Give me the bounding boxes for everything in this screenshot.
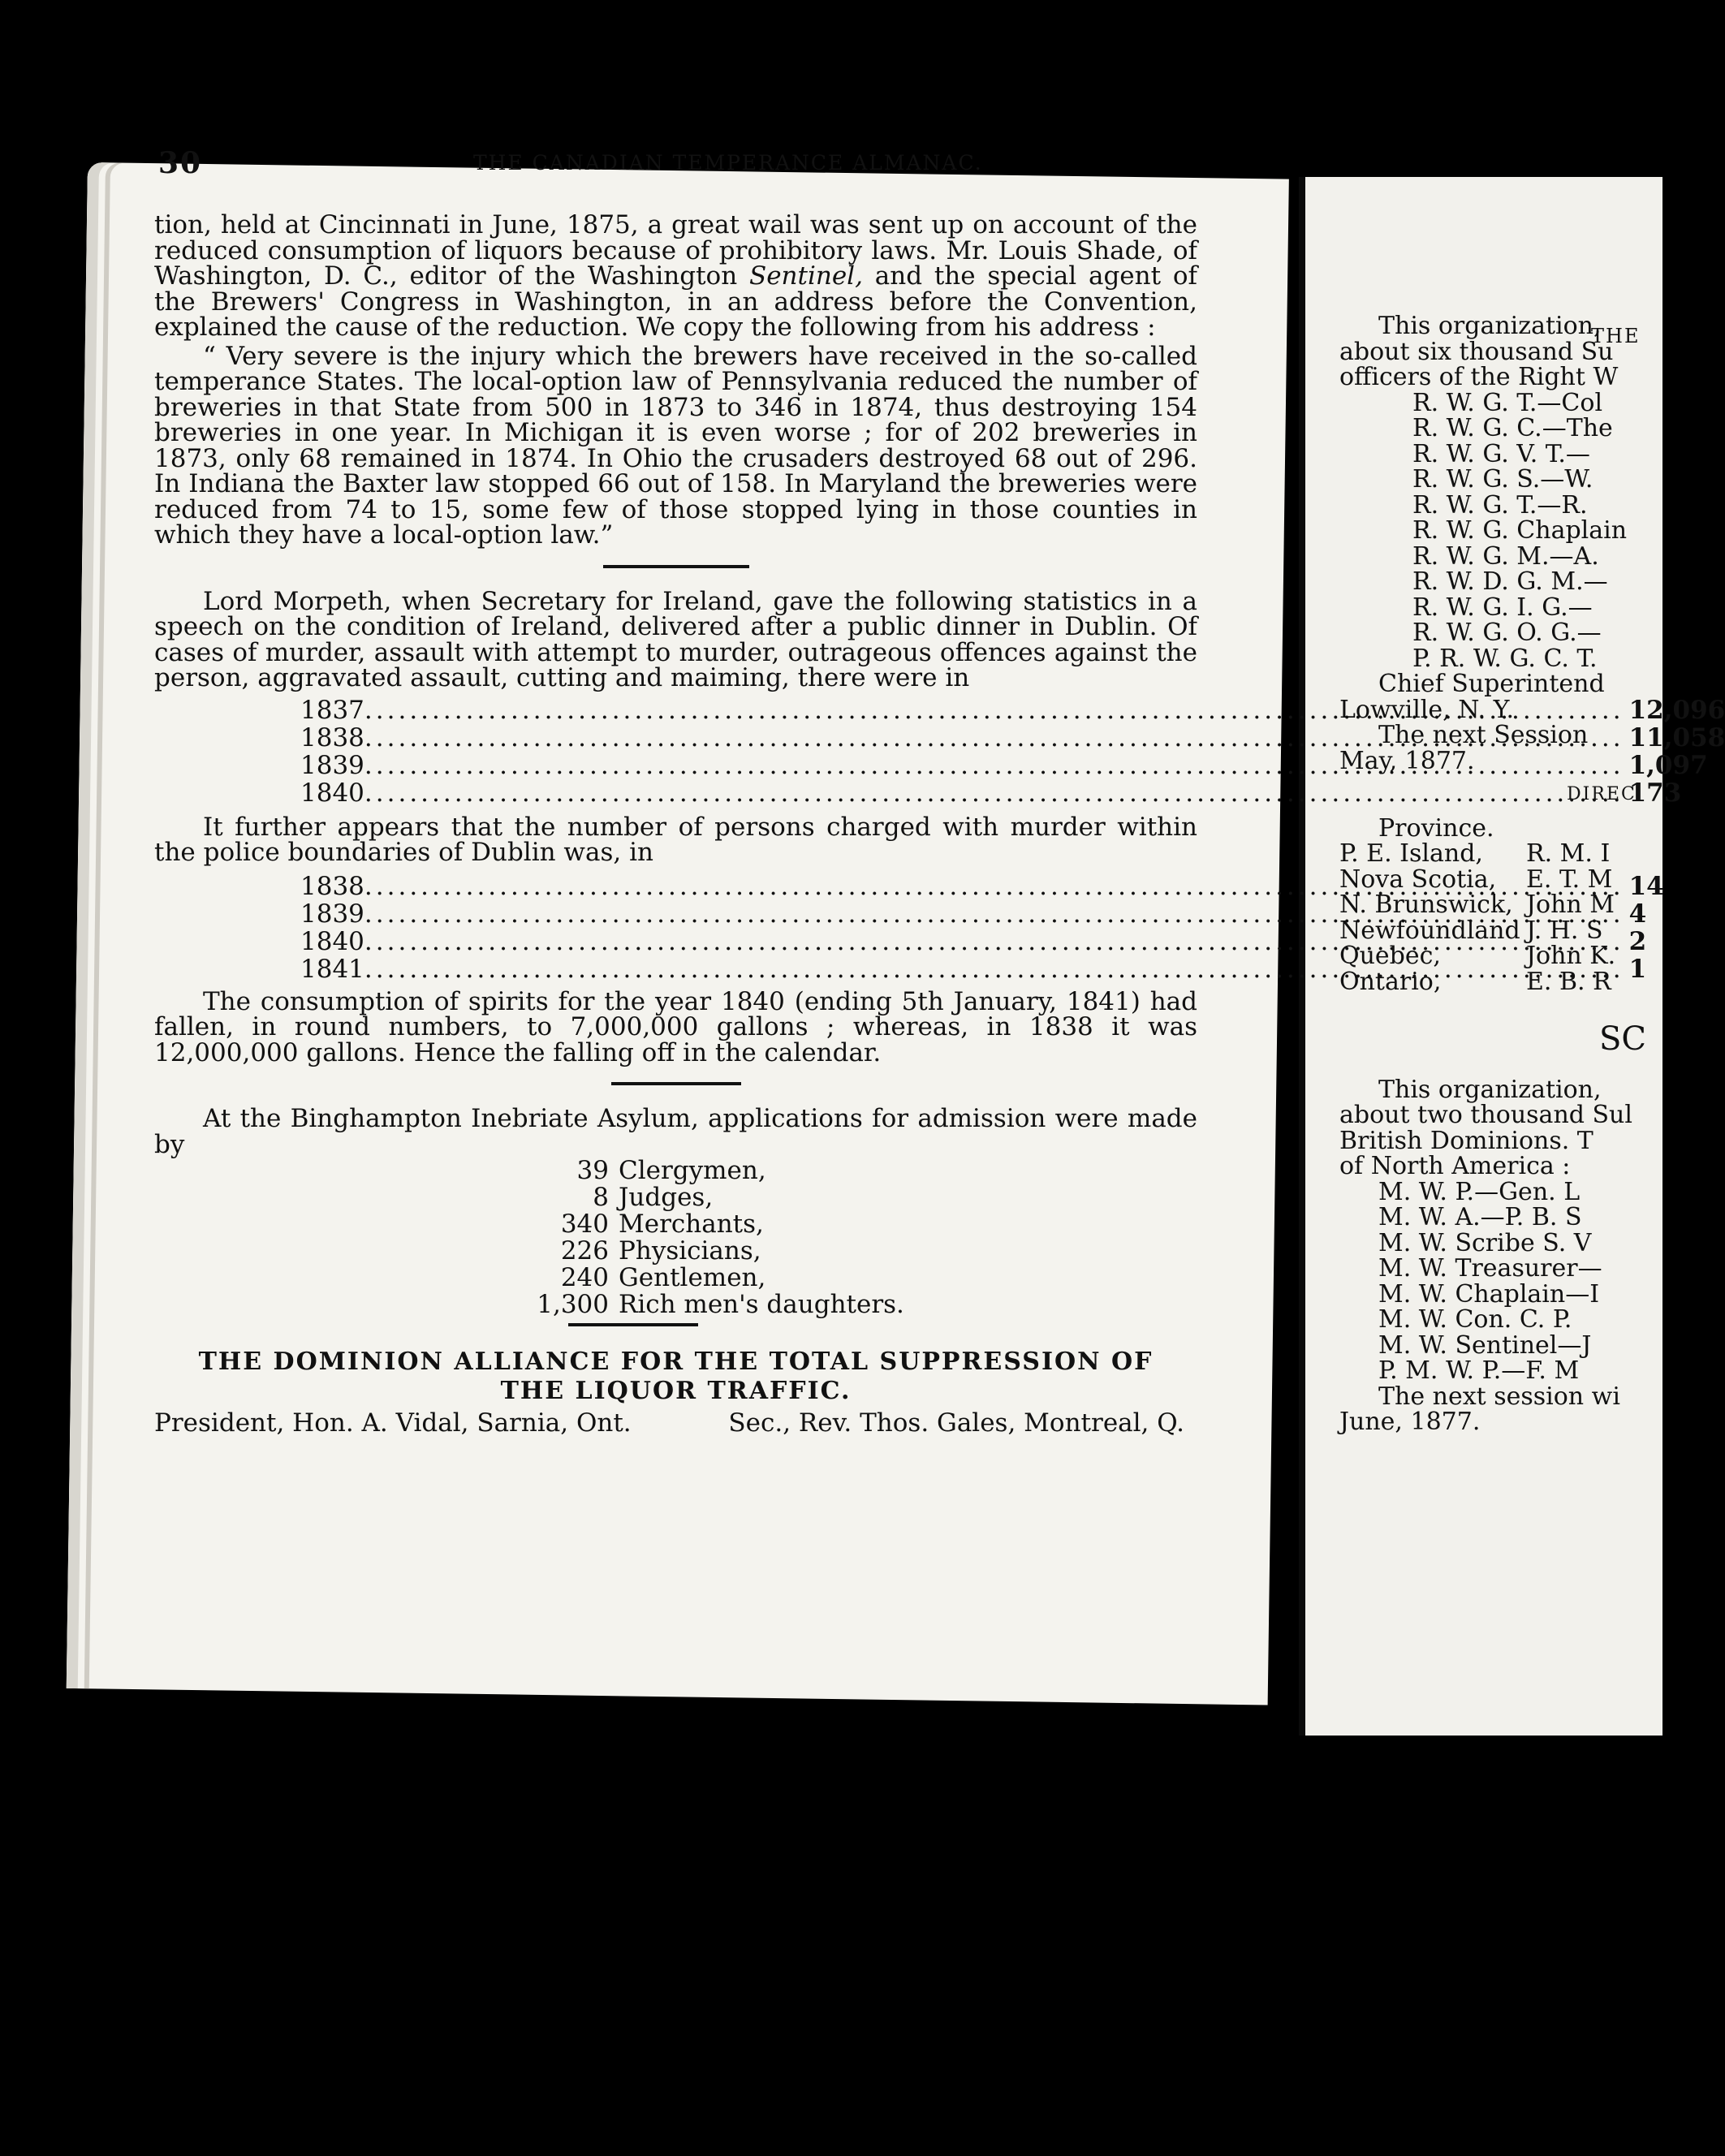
crime-statistics-table bbox=[300, 695, 1725, 808]
list-item: 226 Physicians, bbox=[560, 1236, 761, 1266]
alliance-officers bbox=[154, 1406, 1197, 1437]
list-item: Nova Scotia, E. T. M bbox=[1339, 865, 1613, 894]
list-item: Newfoundland J. H. S bbox=[1339, 916, 1603, 945]
separator-rule bbox=[568, 1323, 698, 1326]
list-item: P. E. Island, R. M. I bbox=[1339, 839, 1611, 868]
paragraph-convention: tion, held at Cincinnati in June, 1875, a great wail was sent up on account of the reduced consumption of liquors because of prohibitory laws. Mr. Louis Shade, of Washington, D. C., editor of the Washington Sentinel, and the special agent of the Brewers' Congress in Washington, in an address before the Convention, explained the cause of the reduction. We copy the following from his address : bbox=[154, 210, 1197, 342]
brewers-quote: “ Very severe is the injury which the brewers have received in the so-called temperance States. The local-option law of Pennsylvania reduced the number of breweries in that State from 500 in 1873 to 346 in 1874, thus destroying 154 breweries in one year. In Michigan it is even worse ; for of 202 breweries in 1873, only 68 remained in 1874. In Ohio the crusaders destroyed 68 out of 296. In Indiana the Baxter law stopped 66 out of 158. In Maryland the breweries were reduced from 74 to 15, some few of those stopped lying in those counties in which they have a local-option law.” bbox=[154, 341, 1197, 550]
right-page-text: This organization, about six thousand Su officers of the Right W R. W. G. T.—Col R. W. G. C.—The R. W. G. V. T.— R. W. G. S.—W. R. W. G. T.—R. R. W. G. Chaplain R. W. G. M.—A. R. W. D. G. M.— R. W. G. I. G.— R. W. G. O. G.— P. R. W. G. C. T. Chief Superintend Lowville, N. Y. The next Session May, 1877. DIREC Province. P. E. Island, R. M. I Nova Scotia, E. T. M N. Brunswick, John M Newfoundland J. H. S Quebec, John K. Ontario, E. B. R SC This organization, about two thousand Sul British Dominions. T of North America : M. W. P.—Gen. L M. W. A.—P. B. S M. W. Scribe S. V M. W. Treasurer— M. W. Chaplain—I M. W. Con. C. P. M. W. Sentinel—J P. M. W. P.—F. M The next session wi June, 1877. bbox=[1339, 312, 1647, 1436]
separator-rule bbox=[603, 565, 749, 568]
list-item: 39 Clergymen, bbox=[576, 1156, 766, 1185]
table-row: 1840 ..... 173 bbox=[300, 779, 982, 807]
paragraph-morpeth: Lord Morpeth, when Secretary for Ireland, gave the following statistics in a speech on the condition of Ireland, delivered after a public dinner in Dublin. Of cases of murder, assault with attempt to murder, outrageous offences against the person, aggravated assault, cutting and maiming, there were in bbox=[154, 586, 1197, 692]
asylum-applicants-list bbox=[479, 1158, 1197, 1318]
list-item: N. Brunswick, John M bbox=[1339, 890, 1615, 919]
table-row: 1838 ..... 11,058 bbox=[300, 724, 982, 752]
table-row: 1839 ..... 4 bbox=[300, 900, 966, 928]
table-row: 1840 ..... 2 bbox=[300, 928, 966, 955]
alliance-heading: THE DOMINION ALLIANCE FOR THE TOTAL SUPPRESSION OF THE LIQUOR TRAFFIC. bbox=[198, 1348, 1154, 1405]
table-row: 1841 ..... 1 bbox=[300, 955, 966, 983]
secretary-line: Sec., Rev. Thos. Gales, Montreal, Q. bbox=[728, 1408, 1184, 1438]
running-title: THE CANADIAN TEMPERANCE ALMANAC. bbox=[473, 151, 983, 175]
page-number: 30 bbox=[158, 146, 203, 180]
paragraph-consumption: The consumption of spirits for the year 1840 (ending 5th January, 1841) had fallen, in round numbers, to 7,000,000 gallons ; whereas, in 1838 it was 12,000,000 gallons. Hence the falling off in the calendar. bbox=[154, 986, 1197, 1067]
list-item: Quebec, John K. bbox=[1339, 942, 1616, 970]
list-item: 340 Merchants, bbox=[560, 1210, 764, 1239]
list-item: 8 Judges, bbox=[593, 1183, 714, 1212]
list-item: Ontario, E. B. R bbox=[1339, 967, 1611, 996]
list-item: 240 Gentlemen, bbox=[560, 1263, 766, 1292]
table-row: 1839 ..... 1,097 bbox=[300, 752, 982, 779]
paragraph-police: It further appears that the number of persons charged with murder within the police boundaries of Dublin was, in bbox=[154, 812, 1197, 867]
list-item: 1,300 Rich men's daughters. bbox=[537, 1290, 904, 1319]
separator-rule bbox=[611, 1082, 741, 1085]
table-row: 1838 ..... 14 bbox=[300, 873, 966, 900]
paragraph-asylum: At the Binghampton Inebriate Asylum, applications for admission were made by bbox=[154, 1104, 1197, 1159]
president-line: President, Hon. A. Vidal, Sarnia, Ont. bbox=[154, 1408, 632, 1438]
right-running-title: THE bbox=[1591, 325, 1641, 347]
table-row: 1837 ..... 12,096 bbox=[300, 696, 982, 724]
